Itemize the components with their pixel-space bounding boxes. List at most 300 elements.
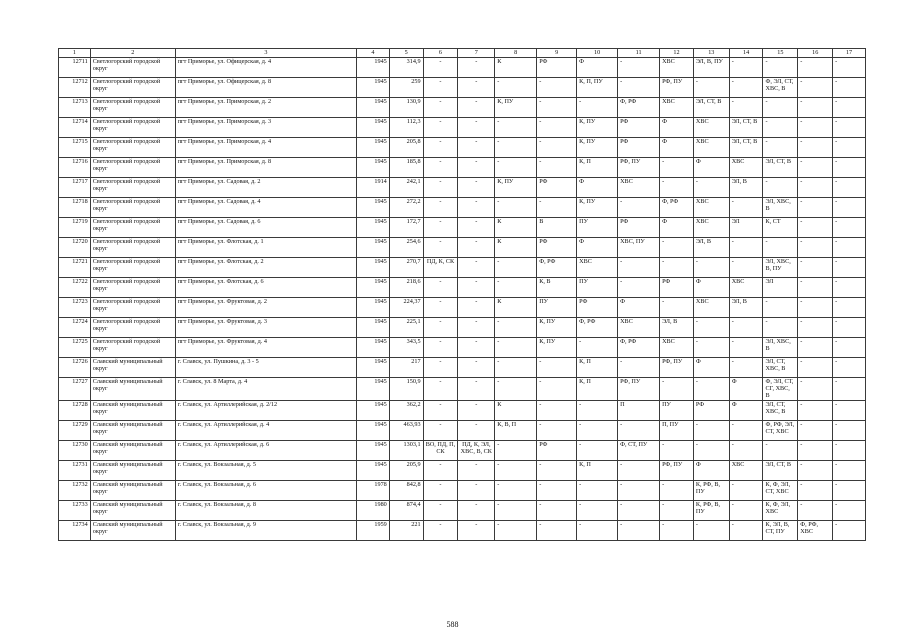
- table-cell: -: [729, 338, 763, 358]
- table-cell: РФ, ПУ: [660, 78, 694, 98]
- column-number-cell: 10: [577, 49, 618, 58]
- table-cell: пгт Приморье, ул. Приморская, д. 2: [175, 98, 356, 118]
- table-cell: Светлогорский городской округ: [90, 178, 175, 198]
- table-cell: 463,93: [389, 420, 423, 440]
- table-cell: ХВС: [693, 218, 729, 238]
- table-cell: Ф, ЭЛ, СТ, ХВС, В: [763, 78, 798, 98]
- table-cell: 185,8: [389, 158, 423, 178]
- table-cell: -: [495, 138, 537, 158]
- table-cell: Ф: [693, 460, 729, 480]
- table-row: [59, 78, 866, 98]
- column-number-cell: 14: [729, 49, 763, 58]
- table-cell: -: [618, 420, 660, 440]
- table-cell: -: [618, 78, 660, 98]
- table-cell: Ф: [693, 278, 729, 298]
- table-cell: -: [537, 118, 577, 138]
- table-row: [59, 258, 866, 278]
- table-cell: К, ПУ: [577, 198, 618, 218]
- table-cell: 12726: [59, 358, 91, 378]
- table-cell: -: [729, 78, 763, 98]
- column-number-cell: 12: [660, 49, 694, 58]
- table-cell: 12723: [59, 298, 91, 318]
- table-cell: Ф, РФ: [537, 258, 577, 278]
- table-cell: пгт Приморье, ул. Приморская, д. 8: [175, 158, 356, 178]
- table-cell: -: [798, 298, 833, 318]
- table-cell: К: [495, 400, 537, 420]
- table-cell: -: [729, 440, 763, 460]
- table-cell: К: [495, 238, 537, 258]
- table-cell: -: [763, 98, 798, 118]
- table-cell: ПД, К, ЭЛ, ХВС, В, СК: [458, 440, 495, 460]
- table-cell: Ф: [693, 158, 729, 178]
- table-cell: -: [458, 58, 495, 78]
- table-cell: 1945: [357, 298, 390, 318]
- table-cell: -: [729, 258, 763, 278]
- table-cell: -: [618, 480, 660, 500]
- table-cell: -: [537, 480, 577, 500]
- table-row: [59, 440, 866, 460]
- table-cell: -: [423, 520, 458, 540]
- table-cell: -: [693, 338, 729, 358]
- table-cell: Ф, ЭЛ, СТ, СГ, ХВС, В: [763, 378, 798, 401]
- table-cell: Славский муниципальный округ: [90, 420, 175, 440]
- table-cell: 1959: [357, 520, 390, 540]
- table-cell: Славский муниципальный округ: [90, 358, 175, 378]
- table-cell: -: [423, 238, 458, 258]
- table-cell: г. Славск, ул. 8 Марта, д. 4: [175, 378, 356, 401]
- table-cell: Светлогорский городской округ: [90, 58, 175, 78]
- table-cell: К, Ф, ЭЛ, СТ, ХВС: [763, 480, 798, 500]
- table-row: [59, 118, 866, 138]
- table-cell: Ф: [729, 378, 763, 401]
- table-cell: К, В, П: [495, 420, 537, 440]
- table-cell: -: [423, 178, 458, 198]
- table-cell: -: [495, 480, 537, 500]
- table-cell: г. Славск, ул. Артиллерийская, д. 4: [175, 420, 356, 440]
- table-cell: -: [458, 118, 495, 138]
- table-cell: 12727: [59, 378, 91, 401]
- table-cell: РФ, ПУ: [660, 460, 694, 480]
- table-cell: 12725: [59, 338, 91, 358]
- table-cell: -: [423, 378, 458, 401]
- table-cell: -: [495, 338, 537, 358]
- table-cell: ХВС: [693, 298, 729, 318]
- table-cell: Славский муниципальный округ: [90, 500, 175, 520]
- table-cell: Светлогорский городской округ: [90, 218, 175, 238]
- table-row: [59, 238, 866, 258]
- table-cell: Славский муниципальный округ: [90, 480, 175, 500]
- table-cell: пгт Приморье, ул. Приморская, д. 4: [175, 138, 356, 158]
- table-cell: -: [423, 98, 458, 118]
- table-cell: 1945: [357, 58, 390, 78]
- table-cell: -: [798, 480, 833, 500]
- table-cell: К, ЭЛ, В, СТ, ПУ: [763, 520, 798, 540]
- table-cell: -: [423, 318, 458, 338]
- table-cell: Ф, РФ: [577, 318, 618, 338]
- table-cell: -: [458, 138, 495, 158]
- table-cell: -: [798, 400, 833, 420]
- table-cell: 1945: [357, 440, 390, 460]
- table-cell: ЭЛ: [763, 278, 798, 298]
- table-cell: ХВС: [693, 138, 729, 158]
- column-number-cell: 11: [618, 49, 660, 58]
- table-cell: -: [798, 218, 833, 238]
- table-cell: -: [798, 318, 833, 338]
- column-number-cell: 13: [693, 49, 729, 58]
- table-cell: 12715: [59, 138, 91, 158]
- table-cell: 12733: [59, 500, 91, 520]
- table-cell: 1978: [357, 480, 390, 500]
- table-cell: -: [833, 338, 866, 358]
- table-cell: Славский муниципальный округ: [90, 460, 175, 480]
- table-cell: г. Славск, ул. Пушкина, д. 3 - 5: [175, 358, 356, 378]
- table-cell: Ф: [693, 358, 729, 378]
- table-cell: пгт Приморье, ул. Офицерская, д. 4: [175, 58, 356, 78]
- table-cell: -: [458, 378, 495, 401]
- table-cell: -: [693, 378, 729, 401]
- table-cell: 12718: [59, 198, 91, 218]
- table-cell: -: [833, 460, 866, 480]
- table-cell: Славский муниципальный округ: [90, 520, 175, 540]
- table-cell: -: [833, 58, 866, 78]
- table-cell: ХВС: [660, 338, 694, 358]
- column-number-cell: 3: [175, 49, 356, 58]
- table-cell: -: [763, 238, 798, 258]
- table-cell: -: [693, 420, 729, 440]
- table-cell: -: [729, 238, 763, 258]
- table-cell: ЭЛ, ХВС, В, ПУ: [763, 258, 798, 278]
- column-number-cell: 4: [357, 49, 390, 58]
- table-cell: -: [537, 158, 577, 178]
- table-cell: Славский муниципальный округ: [90, 378, 175, 401]
- table-cell: -: [423, 298, 458, 318]
- table-cell: -: [833, 520, 866, 540]
- table-cell: -: [423, 58, 458, 78]
- table-cell: П, ПУ: [660, 420, 694, 440]
- table-cell: -: [458, 198, 495, 218]
- table-cell: -: [833, 138, 866, 158]
- table-cell: К, ПУ: [495, 178, 537, 198]
- table-cell: -: [729, 198, 763, 218]
- table-cell: пгт Приморье, ул. Приморская, д. 3: [175, 118, 356, 138]
- table-cell: -: [537, 358, 577, 378]
- table-cell: ХВС: [729, 158, 763, 178]
- table-cell: 150,9: [389, 378, 423, 401]
- table-cell: -: [618, 278, 660, 298]
- table-cell: 12714: [59, 118, 91, 138]
- table-cell: К, Ф, ЭЛ, ХВС: [763, 500, 798, 520]
- table-cell: -: [729, 520, 763, 540]
- table-cell: -: [423, 158, 458, 178]
- table-cell: Светлогорский городской округ: [90, 98, 175, 118]
- table-cell: -: [495, 378, 537, 401]
- table-cell: -: [763, 118, 798, 138]
- table-cell: пгт Приморье, ул. Фруктовая, д. 2: [175, 298, 356, 318]
- table-cell: -: [458, 520, 495, 540]
- table-cell: -: [729, 480, 763, 500]
- table-cell: -: [537, 520, 577, 540]
- table-cell: -: [495, 278, 537, 298]
- table-cell: ЭЛ, СТ, В: [693, 98, 729, 118]
- table-cell: -: [833, 298, 866, 318]
- table-cell: -: [458, 78, 495, 98]
- table-row: [59, 278, 866, 298]
- table-cell: ВО, ПД, П, СК: [423, 440, 458, 460]
- table-cell: Ф: [729, 400, 763, 420]
- table-cell: -: [537, 500, 577, 520]
- table-cell: ЭЛ, В: [729, 178, 763, 198]
- table-cell: К, ПУ: [537, 318, 577, 338]
- table-cell: пгт Приморье, ул. Фруктовая, д. 3: [175, 318, 356, 338]
- table-cell: 1945: [357, 118, 390, 138]
- table-cell: К: [495, 58, 537, 78]
- table-cell: -: [763, 318, 798, 338]
- table-cell: РФ: [618, 118, 660, 138]
- table-cell: -: [495, 258, 537, 278]
- table-cell: -: [423, 460, 458, 480]
- table-cell: РФ: [693, 400, 729, 420]
- table-cell: -: [495, 520, 537, 540]
- table-cell: -: [495, 460, 537, 480]
- table-cell: -: [833, 500, 866, 520]
- table-cell: ЭЛ: [729, 218, 763, 238]
- table-cell: ЭЛ, СТ, В: [729, 118, 763, 138]
- table-cell: 254,6: [389, 238, 423, 258]
- column-number-cell: 15: [763, 49, 798, 58]
- table-cell: -: [423, 500, 458, 520]
- table-cell: 205,9: [389, 460, 423, 480]
- table-cell: -: [660, 520, 694, 540]
- table-cell: 1945: [357, 198, 390, 218]
- table-cell: К, ПУ: [495, 98, 537, 118]
- table-cell: -: [693, 178, 729, 198]
- table-cell: РФ: [537, 178, 577, 198]
- table-cell: 1945: [357, 358, 390, 378]
- table-cell: 1945: [357, 378, 390, 401]
- table-cell: 1945: [357, 158, 390, 178]
- table-cell: -: [495, 358, 537, 378]
- table-cell: РФ, ПУ: [618, 378, 660, 401]
- table-cell: -: [660, 258, 694, 278]
- table-cell: ЭЛ, СТ, ХВС, В: [763, 358, 798, 378]
- table-cell: РФ, ПУ: [618, 158, 660, 178]
- table-cell: -: [423, 420, 458, 440]
- table-cell: ЭЛ, СТ, В: [763, 460, 798, 480]
- table-cell: Ф, РФ: [618, 338, 660, 358]
- table-cell: -: [729, 500, 763, 520]
- table-cell: -: [458, 338, 495, 358]
- table-cell: К, П: [577, 378, 618, 401]
- table-cell: пгт Приморье, ул. Офицерская, д. 8: [175, 78, 356, 98]
- table-cell: Славский муниципальный округ: [90, 440, 175, 460]
- table-row: [59, 358, 866, 378]
- table-cell: -: [577, 338, 618, 358]
- table-cell: 270,7: [389, 258, 423, 278]
- table-cell: -: [833, 118, 866, 138]
- table-cell: П: [618, 400, 660, 420]
- table-cell: ЭЛ, СТ, ХВС, В: [763, 400, 798, 420]
- table-cell: Ф, РФ: [618, 98, 660, 118]
- table-cell: -: [618, 198, 660, 218]
- table-cell: -: [833, 420, 866, 440]
- table-cell: Ф, РФ: [660, 198, 694, 218]
- table-cell: -: [660, 378, 694, 401]
- table-cell: -: [833, 98, 866, 118]
- table-cell: 12724: [59, 318, 91, 338]
- column-number-cell: 2: [90, 49, 175, 58]
- table-cell: Светлогорский городской округ: [90, 318, 175, 338]
- table-cell: 1945: [357, 420, 390, 440]
- table-cell: -: [495, 198, 537, 218]
- table-cell: -: [833, 198, 866, 218]
- table-cell: -: [729, 98, 763, 118]
- table-cell: К: [495, 218, 537, 238]
- table-cell: -: [660, 480, 694, 500]
- table-cell: -: [495, 318, 537, 338]
- table-cell: ХВС: [660, 58, 694, 78]
- table-cell: -: [458, 158, 495, 178]
- table-cell: ПУ: [577, 218, 618, 238]
- table-cell: -: [423, 400, 458, 420]
- table-cell: -: [537, 460, 577, 480]
- table-cell: -: [763, 298, 798, 318]
- table-body: [59, 49, 866, 541]
- table-cell: -: [693, 440, 729, 460]
- table-cell: -: [798, 500, 833, 520]
- column-number-cell: 16: [798, 49, 833, 58]
- table-cell: 242,1: [389, 178, 423, 198]
- table-cell: РФ: [537, 440, 577, 460]
- table-cell: 1945: [357, 460, 390, 480]
- table-row: [59, 298, 866, 318]
- table-cell: -: [618, 460, 660, 480]
- table-cell: 12713: [59, 98, 91, 118]
- table-cell: -: [833, 318, 866, 338]
- table-cell: 1945: [357, 278, 390, 298]
- table-cell: ХВС, ПУ: [618, 238, 660, 258]
- table-cell: -: [423, 198, 458, 218]
- table-cell: 1945: [357, 318, 390, 338]
- table-cell: 1945: [357, 78, 390, 98]
- table-cell: 1945: [357, 238, 390, 258]
- table-cell: -: [763, 440, 798, 460]
- table-cell: Ф: [660, 138, 694, 158]
- table-cell: -: [729, 420, 763, 440]
- table-cell: К, РФ, В, ПУ: [693, 500, 729, 520]
- table-cell: -: [577, 440, 618, 460]
- table-cell: г. Славск, ул. Артиллерийская, д. 2/12: [175, 400, 356, 420]
- table-cell: -: [693, 318, 729, 338]
- table-cell: -: [833, 400, 866, 420]
- table-cell: -: [423, 118, 458, 138]
- table-cell: Светлогорский городской округ: [90, 198, 175, 218]
- table-cell: 225,1: [389, 318, 423, 338]
- table-cell: -: [833, 358, 866, 378]
- table-cell: -: [618, 258, 660, 278]
- table-cell: Ф: [660, 118, 694, 138]
- table-cell: пгт Приморье, ул. Садовая, д. 6: [175, 218, 356, 238]
- registry-table: [58, 48, 866, 541]
- table-cell: К, СТ: [763, 218, 798, 238]
- table-cell: -: [495, 158, 537, 178]
- table-cell: -: [458, 420, 495, 440]
- table-cell: ПУ: [537, 298, 577, 318]
- table-cell: -: [495, 78, 537, 98]
- table-cell: -: [798, 158, 833, 178]
- table-cell: -: [660, 238, 694, 258]
- table-cell: -: [729, 358, 763, 378]
- table-cell: 1303,1: [389, 440, 423, 460]
- table-cell: ЭЛ, ХВС, В: [763, 198, 798, 218]
- table-cell: ХВС: [618, 178, 660, 198]
- table-cell: Светлогорский городской округ: [90, 298, 175, 318]
- table-cell: Светлогорский городской округ: [90, 338, 175, 358]
- table-cell: РФ: [537, 238, 577, 258]
- table-cell: -: [458, 460, 495, 480]
- table-cell: ЭЛ, В: [693, 238, 729, 258]
- table-cell: 12711: [59, 58, 91, 78]
- table-cell: -: [423, 358, 458, 378]
- table-cell: -: [798, 198, 833, 218]
- table-cell: К: [495, 298, 537, 318]
- table-cell: 362,2: [389, 400, 423, 420]
- table-cell: 1945: [357, 138, 390, 158]
- table-cell: -: [537, 400, 577, 420]
- table-cell: -: [833, 158, 866, 178]
- table-cell: 1945: [357, 400, 390, 420]
- table-cell: -: [423, 338, 458, 358]
- table-cell: 12734: [59, 520, 91, 540]
- table-row: [59, 480, 866, 500]
- table-cell: ЭЛ, СТ, В: [729, 138, 763, 158]
- table-cell: ХВС: [660, 98, 694, 118]
- table-cell: 217: [389, 358, 423, 378]
- table-cell: ЭЛ, В: [660, 318, 694, 338]
- table-row: [59, 520, 866, 540]
- table-cell: -: [833, 178, 866, 198]
- table-row: [59, 98, 866, 118]
- table-cell: -: [423, 480, 458, 500]
- table-cell: ЭЛ, ХВС, В: [763, 338, 798, 358]
- table-cell: К, РФ, В, ПУ: [693, 480, 729, 500]
- table-cell: Ф: [577, 58, 618, 78]
- table-cell: Светлогорский городской округ: [90, 118, 175, 138]
- table-row: [59, 178, 866, 198]
- table-cell: 1945: [357, 258, 390, 278]
- table-cell: Светлогорский городской округ: [90, 238, 175, 258]
- table-cell: -: [833, 78, 866, 98]
- table-cell: Ф: [577, 238, 618, 258]
- table-row: [59, 400, 866, 420]
- table-cell: -: [537, 420, 577, 440]
- table-cell: ЭЛ, В, ПУ: [693, 58, 729, 78]
- table-cell: -: [798, 98, 833, 118]
- table-cell: 12717: [59, 178, 91, 198]
- table-row: [59, 500, 866, 520]
- table-cell: Светлогорский городской округ: [90, 278, 175, 298]
- table-cell: РФ: [660, 278, 694, 298]
- table-cell: -: [798, 78, 833, 98]
- table-cell: ПУ: [577, 278, 618, 298]
- table-cell: -: [798, 460, 833, 480]
- column-number-cell: 7: [458, 49, 495, 58]
- table-cell: -: [798, 378, 833, 401]
- table-cell: -: [618, 358, 660, 378]
- table-cell: К, П: [577, 158, 618, 178]
- table-cell: Светлогорский городской округ: [90, 138, 175, 158]
- table-cell: ХВС: [693, 118, 729, 138]
- table-row: [59, 460, 866, 480]
